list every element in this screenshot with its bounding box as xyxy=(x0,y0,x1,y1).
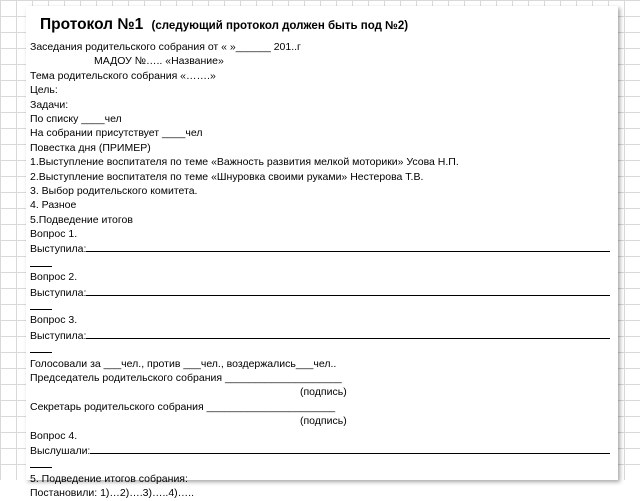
speaker-1-label: Выступила: xyxy=(30,243,87,256)
agenda-item-2: 2.Выступление воспитателя по теме «Шнуровка своими руками» Нестерова Т.В. xyxy=(30,170,424,183)
title-main: Протокол №1 xyxy=(40,16,144,33)
speaker-2-line xyxy=(30,285,614,299)
chair-signature-caption: (подпись) xyxy=(300,386,347,399)
school-line: МАДОУ №….. «Название» xyxy=(94,55,224,68)
listed-line: По списку ____чел xyxy=(30,112,122,125)
heard-label: Выслушали: xyxy=(30,444,91,457)
agenda-item-3: 3. Выбор родительского комитета. xyxy=(30,184,198,197)
agenda-item-4: 4. Разное xyxy=(30,199,77,212)
speaker-2-blank xyxy=(86,285,610,296)
heard-blank-cont xyxy=(30,457,52,468)
speaker-2-continuation xyxy=(30,299,614,313)
document-title xyxy=(40,16,408,34)
speaker-3-line xyxy=(30,328,614,342)
speaker-3-blank xyxy=(86,328,610,339)
agenda-item-1: 1.Выступление воспитателя по теме «Важность развития мелкой моторики» Усова Н.П. xyxy=(30,156,459,169)
topic-line: Тема родительского собрания «…….» xyxy=(30,69,216,82)
document-page xyxy=(26,6,618,500)
present-line: На собрании присутствует ____чел xyxy=(30,127,203,140)
speaker-2-label: Выступила: xyxy=(30,286,87,299)
heard-line xyxy=(30,443,614,457)
chair-line: Председатель родительского собрания ____________________ xyxy=(30,371,342,384)
speaker-1-continuation xyxy=(30,256,614,270)
goal-line: Цель: xyxy=(30,84,58,97)
agenda-item-5: 5.Подведение итогов xyxy=(30,213,133,226)
speaker-3-label: Выступила: xyxy=(30,329,87,342)
vote-line: Голосовали за ___чел., против ___чел., воздержались___чел.. xyxy=(30,357,337,370)
agenda-heading: Повестка дня (ПРИМЕР) xyxy=(30,141,151,154)
speaker-3-blank-cont xyxy=(30,342,52,353)
speaker-1-line xyxy=(30,241,614,255)
speaker-1-blank xyxy=(86,241,610,252)
question-2: Вопрос 2. xyxy=(30,271,78,284)
speaker-2-blank-cont xyxy=(30,299,52,310)
speaker-3-continuation xyxy=(30,342,614,356)
question-4: Вопрос 4. xyxy=(30,429,78,442)
summary-line: 5. Подведение итогов собрания: xyxy=(30,472,188,485)
secretary-line: Секретарь родительского собрания ______________________ xyxy=(30,400,336,413)
document-body xyxy=(30,40,614,501)
heard-continuation xyxy=(30,457,614,471)
title-note: (следующий протокол должен быть под №2) xyxy=(151,20,409,32)
tasks-line: Задачи: xyxy=(30,98,69,111)
secretary-signature-caption: (подпись) xyxy=(300,415,347,428)
question-3: Вопрос 3. xyxy=(30,314,78,327)
heard-blank xyxy=(90,443,610,454)
meeting-line: Заседания родительского собрания от « »______ 201..г xyxy=(30,41,301,53)
question-1: Вопрос 1. xyxy=(30,228,78,241)
resolved-line: Постановили: 1)…2)….3)…..4)….. xyxy=(30,487,195,500)
speaker-1-blank-cont xyxy=(30,256,52,267)
